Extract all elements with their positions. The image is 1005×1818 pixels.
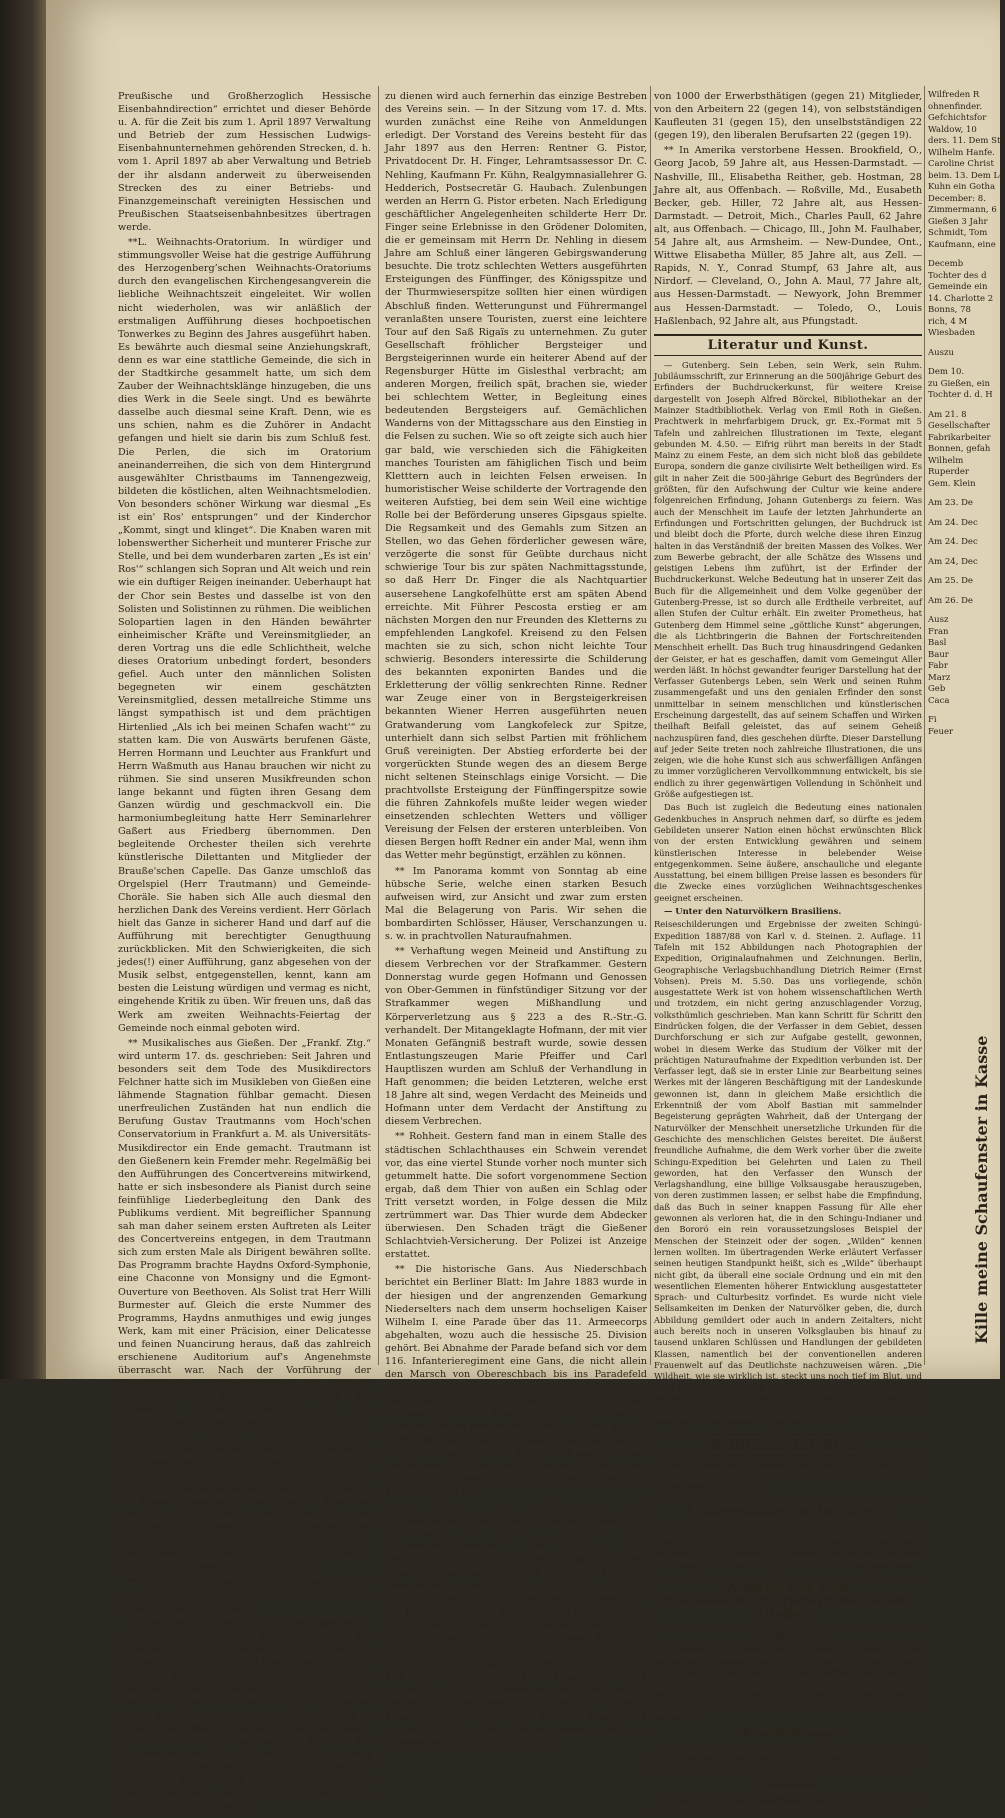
edge-text-line: December: 8. <box>928 193 986 204</box>
edge-text-line: Tochter d. d. H <box>928 390 993 400</box>
edge-text-line: 14. Charlotte 2 <box>928 293 994 304</box>
edge-text-line: Gemeinde ein <box>928 282 988 292</box>
column-rule <box>924 86 925 1365</box>
edge-text-line: Tochter des d <box>928 270 987 281</box>
column-rule <box>650 86 651 1365</box>
article-rohheit: ** Rohheit. Gestern fand man in einem Stalle des städtischen Schlachthauses ein Schwein verendet vor, das eine viertel Stunde vorher noch munter sich getummelt hatte. Die sofort vorgenommene Section ergab, daß dem Thier von außen ein Schlag oder Tritt versetzt worden, in Folge dessen die Milz zertrümmert war. Das Thier wurde dem Abdecker überwiesen. Den Schaden trägt die Gießener Schlachtvieh-Versicherung. Der Polizei ist Anzeige erstattet. <box>385 1131 647 1261</box>
edge-gap <box>928 402 1000 410</box>
edge-text-line: Caroline Christ <box>928 159 994 169</box>
article-paragraph: Preußische und Großherzoglich Hessische Eisenbahndirection“ errichtet und dieser Behörde u. A. für die Zeit bis zum 1. April 1897 Verwaltung und Betrieb der zum Hessischen Ludwigs-Eisenbahnunternehmen gehörenden Strecken, d. h. vom 1. April 1897 ab aber Verwaltung und Betrieb der ihr alsdann anderweit zu überweisenden Strecken des zu einer Betriebs- und Finanzgemeinschaft vereinigten Hessischen und Preußischen Staatseisenbahnbesitzes übertragen werde. <box>118 91 371 233</box>
edge-text-line: Am 26. De <box>928 595 973 606</box>
edge-gap <box>928 549 1000 557</box>
column-3 <box>654 90 922 1817</box>
article-gutenberg-cont: Das Buch ist zugleich die Bedeutung eines nationalen Gedenkbuches in Anspruch nehmen darf, so dürfte es jedem Gebildeten unserer Nation einen höchst erwünschten Blick von der ersten Entwicklung gewähren und seinem künstlerischen Interesse in belebender Weise entgegenkommen. Seine äußere, anschauliche und elegante Ausstattung, bei einem billigen Preise lassen es besonders für die Zwecke eines vorzüglichen Weihnachtsgeschenkes geeignet erscheinen. <box>654 802 922 903</box>
article-panorama: ** Im Panorama kommt von Sonntag ab eine hübsche Serie, welche einen starken Besuch aufweisen wird, zur Ansicht und zwar zum ersten Mal die Belagerung von Paris. Wir sehen die bombardirten Schlösser, Häuser, Verschanzungen u. s. w. in prachtvollen Naturaufnahmen. <box>385 865 647 942</box>
section-heading-literatur: Literatur und Kunst. <box>654 334 922 356</box>
edge-text-line: Dem 10. <box>928 367 965 377</box>
edge-text-line: Wiesbaden <box>928 328 976 338</box>
edge-text-line: Marz <box>928 672 951 683</box>
edge-text-line: zu Gießen, ein <box>928 378 991 389</box>
register-geborene: December: 9. Dem Tabakarbeiter Martin Müller ein Sohn. 9. Dem Lackirer Phil'pp Horn eine Tochter. 9. Dem Stations- <box>654 1795 922 1817</box>
article-naturvoelker-heading: — Unter den Naturvölkern Brasiliens. <box>664 906 842 917</box>
edge-gap <box>928 359 1000 367</box>
edge-text-line: beim. 13. Dem Lo <box>928 170 1005 181</box>
edge-text-line: Wilfreden R <box>928 90 980 100</box>
article-eis-concert: ** Eis-Concert. Das für morgen in Aussicht genommene Militärconcert findet der ungünstigen Witterung halber nicht statt. <box>118 1576 371 1614</box>
edge-gap <box>928 568 1000 576</box>
subheading-geborene: Geborene. <box>757 1780 819 1793</box>
section-heading-universitaet: Universitäts-Nachrichten. <box>654 1500 922 1522</box>
edge-text-line: Bonns, 78 <box>928 305 971 315</box>
edge-text-line: Gesellschafter <box>928 421 990 431</box>
edge-text-line: Fabr <box>928 661 948 671</box>
article-genossenschaftswesen: ** Ueber die Fortschritte des Genossenschaftswesens in Deutschland stellt Dr. Hirschberg in den „Blättern für Genossenschaftswesen“ auf Grund der Berufszählung von 1895 Untersuchungen an. Dabei kommt er zu dem Ergebniß, daß auf 100 000 Erwerbsfähige im Deutschen Reiche jetzt 62 Mitglieder von Creditvereinen entfallen, gegen 37 vor 13 Jahren (zur Zeit der damaligen Berufszählung) und daß die Mitglieder der Consumvereine jetzt 22 auf 1000 Erwerbsthätige beträgt, gegen 11 vor 13 Jahren. Von 1000 selbstständigen Landwirthen gehören etwa 300 den Vorschußvereinen an, gegen 154 vor 13 Jahren, von 1000 Handwerkern 131 (gegen 74), von 1000 selbstständigen Kaufleuten 141 (gegen 90) und von 1000 Aerzten, Lehrern, Künstlern, Schriftstellern und höheren Beamten 41 (gegen 31). Bei den Consumvereinen sind von Handwerkern und Fabrikanten 30 <box>385 1502 647 1749</box>
article-historische-gans: ** Die historische Gans. Aus Niederschbach berichtet ein Berliner Blatt: Im Jahre 1883 wurde in der hiesigen und der angrenzenden Gemarkung Niederselters nach dem unserm hochseligen Kaiser Wilhelm I. eine Parade über das 11. Armeecorps abgehalten, wozu auch die hessische 25. Division gehört. Bei Abnahme der Parade befand sich vor dem 116. Infanterieregiment eine Gans, die nicht allein den Marsch von Obereschbach bis ins Paradefeld mitmachte, sondern auch den Parademarsch. Diese Gans lebt noch. Die Besitzerin, eine Wittwe Hartmann-Schättler, bradfichtigte sie Weihnachten zu einem Braten herzurichten (die gute Frau scheint noch schneidige Zähne zu haben), aber patriotische Männer haben das Leben des Thieres angekauft und beschlossen, der Gans das Gnadenbrot zu geben zum Andenken an jene Parade vor dem hochseligen Kaiser Wilhelm I. <box>385 1264 647 1498</box>
edge-text-line: Feuer <box>928 726 954 737</box>
edge-gap <box>928 340 1000 348</box>
edge-text-line: Gem. Klein <box>928 478 976 489</box>
article-schiffsnachrichten: Der Postdampfer „Friesland“ der „Red Star Line“ ist in Antwerpen ist laut Telegramm am 16. December wohlbehalten in New-Pork angekommen. <box>654 1459 922 1493</box>
edge-text-line: Kuhn ein Gotha <box>928 182 996 192</box>
article-gutenberg: — Gutenberg. Sein Leben, sein Werk, sein Ruhm. Jubiläumsschrift, zur Erinnerung an die 500jährige Geburt des Erfinders der Buchdruckerkunst, für weitere Kreise dargestellt von Joseph Alfred Börckel, Bibliothekar an der Mainzer Stadtbibliothek. Verlag von Emil Roth in Gießen. Prachtwerk in mehrfarbigem Druck, gr. Ex.-Format mit 5 Tafeln und zahlreichen Illustrationen im Texte, elegant gebunden M. 4.50. — Eifrig rührt man bereits in der Stadt Mainz zu einem Feste, an dem sich nicht bloß das gebildete Europa, sondern die ganze civilisirte Welt betheiligen wird. Es gilt in naher Zeit die 500-jährige Geburt des Begründers der größten, für den Aufschwung der Cultur wie keine andere folgenreichen Erfindung, Johann Gutenbergs zu feiern. Was auch der Menschheit im Laufe der letzten Jahrhunderte an Erfindungen und Fortschritten gelungen, der Buchdruck ist und bleibt doch die Pforte, durch welche diese ihren Einzug halten in das Verständniß der breiten Massen des Volkes. Wer zum Bewerbe gebracht, der alle Schätze des Wissens und geistigen Lebens ihm zuführt, ist der Erfinder der Buchdruckerkunst. Welche Bedeutung hat in unserer Zeit das Buch für die Allgemeinheit und dem Volke gegenüber der Gutenberg-Presse, ist so durch alle Erdtheile verbreitet, auf allen Stufen der Cultur erhält. Ein zweiter Prometheus, hat Gutenberg dem Himmel seine „göttliche Kunst“ abgerungen, die als Lichtbringerin die Bahnen der Fortschreitenden Menschheit erhellt. Das Buch trug hinausdringend Gedanken der Geister, er hat es geschaffen, damit vom Gemeingut Aller werden läßt. In höchst gewandter feuriger Darstellung hat der Verfasser Gutenbergs Leben, sein Werk und seinen Ruhm zusammengefaßt und uns den genialen Erfinder den sonst unmittelbar in seinem menschlichen und künstlerischen Erscheinung dargestellt, das auf seinem Schaffen und Wirken theilhaft Beifall geleistet, das auf seinem Geheiß nachzuspüren fand, dies geschehen dürfte. Dieser Darstellung auf jeder Seite treten noch zahlreiche Illustrationen, die uns zeigen, wie die hohe Kunst sich aus schwerfälligen Anfängen zu immer vorzüglicheren Vervollkommnung entwickelt, bis sie endlich zu ihrer gegenwärtigen Vollendung in Schönheit und Größe aufgestiegen ist. <box>654 359 922 800</box>
register-aufgebote: December: 14. Heinrich Kühl, Hoteliez zu Karlsruhe, mit Katharine Franziska Hall zu München. 16. Karl Albert, Taglöhner zu Gießen, mit Elisabetha Hermann hierselbst. 16. Albert Rupp, Zuschneider dahier, mit Emma Marie Lisa Waither zu Brückenheide. 18. Wilhelm Friedrich Moritz Sewening, Arbeiter dahier, mit Susanne Schlesinger hierselbst. <box>654 1644 922 1723</box>
edge-text-line: Ausz <box>928 615 949 625</box>
edge-text-line: Gießen 3 Jahr <box>928 216 988 227</box>
article-paragraph: zu dienen wird auch fernerhin das einzige Bestreben des Vereins sein. — In der Sitzung vom 17. d. Mts. wurden zunächst eine Reihe von Anmeldungen erledigt. Der Vorstand des Vereins besteht für das Jahr 1897 aus den Herren: Rentner G. Pistor, Privatdocent Dr. H. Finger, Lehramtsassessor Dr. C. Nehling, Kaufmann Fr. Kühn, Realgymnasiallehrer G. Hedderich, Postsecretär G. Haubach. Zulenbungen werden an Herrn G. Pistor erbeten. Nach Erledigung geschäftlicher Angelegenheiten schilderte Herr Dr. Finger seine Erlebnisse in den Grödener Dolomiten, die er gemeinsam mit Herrn Dr. Nehling in diesem Jahre am Schluß einer längeren Gebirgswanderung besuchte. Die trotz schlechten Wetters ausgeführten Ersteigungen des Fünffinger, des Königsspitze und der Thurmwieserspitze sollten hier einen würdigen Abschluß finden. Wetterungunst und Führermangel veranlaßten unsere Touristen, zuerst eine leichtere Tour auf den Saß Rigaïs zu unternehmen. Zu guter Gesellschaft fröhlicher Bergsteiger und Bergsteigerinnen wurde ein heiterer Abend auf der Regensburger Hütte im Gislesthal verbracht; am anderen Morgen, freilich spät, brachen sie, wieder bei schlechtem Wetter, in Begleitung eines bedeutenden Bergsteigers auf. Gemächlichen Wanderns von der Mittagsschare aus den Einstieg in die Felsen zu suchen. Wie so oft zeigte sich auch hier gar bald, wie verschieden sich die Fähigkeiten manches Touristen am fähiglichen Tisch und beim Kletttern auch in leichten Felsen erweisen. In humoristischer Weise schilderte der Vortragende den weiteren Aufstieg, bei dem sein Weil eine wichtige Rolle bei der Beförderung unseres Gipsgaus spielte. Die Regsamkeit und des Gemahls zum Sitzen an Stellen, wo das Gehen förderlicher gewesen wäre, verzögerte die sonst für Geübte durchaus nicht schwierige Tour bis zur späten Nachmittagsstunde, so daß Herr Dr. Finger die als Nachtquartier ausersehene Langkofelhütte erst am späten Abend erreichte. Mit Führer Pescosta erstieg er am nächsten Morgen den nur Freunden des Kletterns zu empfehlenden Langkofel. Kreisend zu den Felsen machten sie zu sich, schon nicht leichte Tour schwierig. Besonders interessirte die Schilderung des bekannten exponirten Bandes und die Erkletterung der völlig senkrechten Rinne. Redner war Zeuge einer von in Bergsteigerkreisen bekannten Wiener Herren ausgeführten neuen Gratwanderung vom Langkofeleck zur Spitze, unterhielt dann sich selbst Partien mit fröhlichem Gruß vereinigten. Der Abstieg erforderte bei der vorgerückten Stunde wegen des an diesem Berge nicht seltenen Steinschlags einige Vorsicht. — Die prachtvollste Ersteigung der Fünffingerspitze sowie die führen Zahnkofels mußte leider wegen wieder einsetzenden schlechten Wetters und völliger Vereisung der Felsen der ersteren unterbleiben. Von diesen Bergen hofft Redner ein ander Mal, wenn ihm das Wetter mehr begünstigt, erzählen zu können. <box>385 91 647 862</box>
vertical-advertisement-text: Kille meine Schaufenster in Kasse <box>972 1035 991 1345</box>
column-1 <box>118 90 371 1813</box>
edge-text-line: Caca <box>928 695 950 706</box>
edge-text-line: Geb <box>928 684 946 694</box>
edge-gap <box>928 251 1000 259</box>
edge-text-line: Ruperder <box>928 467 969 477</box>
register-eheschliessungen: December: 12. Ludwig Albach, Arbeiter dahier, mit Katharine Wien hierselbst. 17. Gustav Moritz Ludwig Selb, Malermeister zu Greifswald, mit Minna Schmidt hierselbst. <box>654 1742 922 1776</box>
column-rule <box>378 86 379 1365</box>
edge-text-line: Am 24. Dec <box>928 537 978 547</box>
edge-text-line: Wilhelm <box>928 455 964 466</box>
edge-text-line: rich, 4 M <box>928 316 968 327</box>
edge-gap <box>928 707 1000 715</box>
edge-text-line: Decemb <box>928 259 964 269</box>
edge-text-line: Auszu <box>928 347 954 358</box>
edge-text-line: Schmidt, Tom <box>928 228 988 238</box>
edge-text-line: ohnenfinder. <box>928 101 983 112</box>
edge-text-line: Am 23. De <box>928 498 973 508</box>
edge-text-line: Waldow, 10 <box>928 124 977 135</box>
article-naturvoelker: Reiseschilderungen und Ergebnisse der zweiten Schingú-Expedition 1887/88 von Karl v. d. Steinen. 2. Auflage. 11 Tafeln mit 152 Abbildungen nach Photographien der Expedition, Originalaufnahmen und Zeichnungen. Berlin, Geographische Verlagsbuchhandlung Dietrich Reimer (Ernst Vohsen). Preis M. 5.50. Das uns vorliegende, schön ausgestattete Werk ist von hohem wissenschaftlichen Werth und trotzdem, ein nicht gering anzuschlagender Vorzug, volksthümlich geschrieben. Man kann Schritt für Schritt den Eindrücken folgen, die der Verfasser in dem Gebiet, dessen Durchforschung er sich zur Aufgabe gestellt, gewonnen, wobei in diesem Werke das Studium der Völker mit der prächtigen Naturaufnahme der Expedition verbunden ist. Der Verfasser legt, daß sie in erster Linie zur Bearbeitung seines Werkes mit der längeren Beschäftigung mit der Landeskunde gewonnen ist, dann in gleichem Maße ersichtlich die Erkenntniß der vom Abolf Bastian mit sammelnder Begeisterung geprägten Wahrheit, daß der Untergang der Naturvölker der Menschheit unersetzliche Urkunden für die Geschichte des menschlichen Geistes bereitet. Die äußerst freundliche Aufnahme, die dem Werk vorher über die zweite Schingu-Expedition bei Gelehrten und Laien zu Theil geworden, hat den Verfasser den Wunsch der Verlagshandlung, eine billige Volksausgabe herauszugeben, von deren zustimmen lassen; er selbst habe die Empfindung, daß das Buch in seiner knappen Fassung für Alle eher gewonnen als verloren hat, die in den Schingu-Indianer und den Bororó ein rein voraussetzungsloses Beispiel der Menschen der Steinzeit oder der sogen. „Wilden“ kennen lernen wollten. Im übertragenden Werke erläutert Verfasser seinen heutigen Standpunkt heißt, sich es „Wilde“ überhaupt nicht gibt, da überall eine sociale Ordnung und ein mit den wesentlichen Elementen höherer Entwicklung ausgestatteter Sprach- und Culturbesitz vorfindet. Es wurde nicht viele Sellsamkeiten im Denken der Naturvölker geben, die, durch Abbildung gemildert oder auch in andern Zeitalters, nicht auch bereits noch in unseren Volksglauben bis hinauf zu tausend unklaren Schlüssen und Handlungen der gebildeten Klassen, namentlich bei der conventionellen anderen Frauenwelt auf das Deutlichste nachzuweisen wären. „Die Wildheit, wie sie wirklich ist, steckt uns noch tief im Blut, und doch ist eine immer noch seltsame Seite, die der Verfasser in diesem höchst spannenden Buche hier gewinnt, daß ein Einblick in ihr Kulturleben, wenn nicht höher, die unsrige viel niedriger, als sie gemeinhin gedacht wird.“ <box>654 919 922 1427</box>
article-universitaet: Marburg, 18. December. Gestern ist hier der berühmte Geschichtsforscher Rauch im Alter von 58 Jahren gestorben. München, 18. December. Der frühere Professor der Anatomie in Erlangen Dr. v. Gerlach ist gestern in München gestorben. <box>654 1525 922 1570</box>
article-paragraph: von 1000 der Erwerbsthätigen (gegen 21) Mitglieder, von den Arbeitern 22 (gegen 14), von selbstständigen Kaufleuten 31 (gegen 15), den unselbstständigen 22 (gegen 19), den liberalen Berufsarten 22 (gegen 19). <box>654 91 922 142</box>
edge-text-line: Bonnen, gefah <box>928 444 991 454</box>
left-page-margin <box>0 0 46 1379</box>
edge-gap <box>928 588 1000 596</box>
edge-text-line: Am 25. De <box>928 576 973 586</box>
article-alpenverein: ** Deutscher und Oesterreichischer Alpenverein. Mit dem December d. J. tritt die Section Gießen des Deutschen und Oesterreichischen Alpenvereins in das zweite Decennium ihres Bestehens ein. Daß es den acht Herren, die vor einem Jahrzehnt zur Begründung einer selbstständigen Section Gießen zusammentraten, trotz mancher Schwierigkeiten gelang dem Verein, in unserer verhältnißmäßig so kleinen Stadt, festen Bestand zu geben, lag daran, daß sie, völlig selbstlos, nur die Zwecke des Alpenvereins vor Augen hatten: Die Begeisterung für die Natur, besonders die der Hochgebirgsnatur zu wecken, die Kenntniß der Alpen zu verbreiten und zu vertiefen, die Bereisung derselben zu erleichtern. Diesen Zwecken <box>118 1617 371 1813</box>
section-heading-schiffsnachrichten: Schiffsnachrichten. <box>654 1434 922 1456</box>
edge-text-line: Gefchichtsfor <box>928 113 987 123</box>
column-2 <box>385 90 647 1749</box>
article-amerika-verstorbene: ** In Amerika verstorbene Hessen. Brookfield, O., Georg Jacob, 59 Jahre alt, aus Hessen-Darmstadt. — Nashville, Ill., Elisabetha Reither, geb. Hostman, 28 Jahre alt, aus Offenbach. — Roßville, Md., Eusabeth Becker, geb. Hiller, 72 Jahre alt, aus Hessen-Darmstadt. — Detroit, Mich., Charles Paull, 62 Jahre alt, aus Offenbach. — Chicago, Ill., John M. Faulhaber, 54 Jahre alt, aus Armsheim. — New-Dundee, Ont., Wittwe Elisabetha Müller, 85 Jahre alt, aus Zell. — Rapids, N. Y., Conrad Stumpf, 63 Jahre alt, aus Nirdorf. — Cleveland, O., John A. Maul, 77 Jahre alt, aus Hessen-Darmstadt. — Newyork, John Bremmer aus Hessen-Darmstadt. — Toledo, O., Louis Haßlenbach, 92 Jahre alt, aus Pfungstadt. <box>654 145 922 327</box>
edge-text-line: Am 24, Dec <box>928 556 978 567</box>
article-weihnachts-oratorium: **L. Weihnachts-Oratorium. In würdiger und stimmungsvoller Weise hat die gestrige Aufführung des Herzogenberg’schen Weihnachts-Oratoriums durch den evangelischen Kirchengesangverein die liebliche Weihnachtszeit eingeleitet. Wir wollen nicht wiederholen, was wir anläßlich der erstmaligen Aufführung dieses hochpoetischen Tonwerkes zu Beginn des Jahres ausgeführt haben. Es bewährte auch diesmal seine Anziehungskraft, denn es war eine stattliche Gemeinde, die sich in der Stadtkirche gesammelt hatte, um sich dem Zauber der Weihnachtsklänge hinzugeben, die uns dies Werk in die Seele singt. Und es bewährte dasselbe auch diesmal seine Kraft. Denn, wie es uns schien, nahm es die Zuhörer in Andacht gefangen und hielt sie darin bis zum Schluß fest. Die Perlen, die sich im Oratorium aneinanderreihen, die sich von dem Hintergrund ausgewählter Christbaums im Tannengezweig, bildeten die köstlichen, alten Weihnachtsmelodien. Von besonders schöner Wirkung war diesmal „Es ist ein' Ros' entsprungen“ und der Kinderchor „Kommt, singt und klinget“. Die Knaben waren mit lobenswerther Sicherheit und munterer Frische zur Stelle, und bei dem wunderbaren zarten „Es ist ein' Ros'“ schlangen sich Sopran und Alt weich und rein wie ein duftiger Reigen ineinander. Ueberhaupt hat der Chor sein Bestes und dasselbe ist von den Solisten und Solistinnen zu rühmen. Die weiblichen Solopartien lagen in den Händen bewährter einheimischer Kräfte und Vereinsmitglieder, an deren Vortrag uns die edle Schlichtheit, welche dieses Oratorium unbedingt fordert, besonders gefiel. Auch unter den männlichen Solisten begegneten wir einem geschätzten Vereinsmitglied, dessen metallreiche Stimme uns längst sympathisch ist und dem prächtigen Hirtenlied „Als ich bei meinen Schafen wacht'“ zu statten kam. Die von Auswärts berufenen Gäste, Herren Hormann und Leuchter aus Frankfurt und Herrn Waßmuth aus Hanau brauchen wir nicht zu rühmen. Sie sind unseren Musikfreunden schon lange bekannt und fügten ihren Gesang dem Ganzen würdig und geschmackvoll ein. Die harmoniumbegleitung hatte Herr Seminarlehrer Gaßert aus Friedberg übernommen. Den begleitende Orchester theilen sich verehrte künstlerische Dilettanten und Mitglieder der Brauße'schen Capelle. Das Ganze umschloß das Orgelspiel (Herr Trautmann) und Gemeinde-Choräle. Sie haben sich Alle auch diesmal den herzlichen Dank des Vereins verdient. Herr Görlach hielt das Ganze in sicherer Hand und darf auf die Aufführung mit berechtigter Genugthuung zurückblicken. Mit den Schwierigkeiten, die sich jedes(!) einer Aufführung, ganz abgesehen von der Musik selbst, entgegenstellen, kennt, kann am besten die Leistung würdigen und vermag es nicht, eingehende Kritik zu üben. Wir freuen uns, daß das Werk am zweiten Weihnachts-Feiertag der Gemeinde noch einmal geboten wird. <box>118 237 371 1034</box>
edge-text-line: Baur <box>928 649 949 660</box>
edge-gap <box>928 510 1000 518</box>
edge-text-line: Kaufmann, eine <box>928 239 996 250</box>
subheading-eheschliessungen: Eheschließungen. <box>735 1727 841 1740</box>
edge-gap <box>928 529 1000 537</box>
edge-text-line: Fabrikarbeiter <box>928 432 991 443</box>
section-heading-standesamt: Auszug aus den Standesamtsregistern der Stadt Gießen. <box>654 1577 922 1625</box>
edge-text-line: Fran <box>928 626 949 637</box>
subheading-aufgebote: Aufgebote. <box>756 1629 820 1642</box>
edge-text-line: Fi <box>928 715 937 725</box>
edge-gap <box>928 607 1000 615</box>
edge-text-line: Basl <box>928 638 947 648</box>
edge-text-line: Zimmermann, 6 <box>928 205 997 215</box>
edge-text-line: Am 24. Dec <box>928 517 978 528</box>
edge-text-line: Am 21. 8 <box>928 409 967 420</box>
edge-gap <box>928 490 1000 498</box>
edge-text-line: Wilhelm Hanfe. <box>928 147 995 158</box>
article-musikalisches: ** Musikalisches aus Gießen. Der „Frankf. Ztg.“ wird unterm 17. ds. geschrieben: Seit Jahren und besonders seit dem Tode des Musikdirectors Felchner hatte sich im Musikleben von Gießen eine lähmende Stagnation fühlbar gemacht. Diesen unerfreulichen Zuständen hat nun endlich die Berufung Gustav Trautmanns vom Hoch'schen Conservatorium in Frankfurt a. M. als Universitäts-Musikdirector ein Ende gemacht. Trautmann ist den Gießenern kein Fremder mehr. Regelmäßig bei den Aufführungen des Concertvereins mitwirkend, hatte er sich insbesondere als Pianist durch seine feinfühlige Liederbegleitung den Dank des Publikums verdient. Mit begreiflicher Spannung sah man daher seinem ersten Auftreten als Leiter des Concertvereins entgegen, in dem Trautmann sich zum ersten Male als Dirigent bewähren sollte. Das Programm brachte Haydns Oxford-Symphonie, eine Chaconne von Monsigny und die Egmont-Ouverture von Beethoven. Als Solist trat Herr Willi Burmester auf. Gleich die erste Nummer des Programms, Haydns anmuthiges und ewig junges Werk, kam mit einer Präcision, einer Delicatesse und feinen Nuancirung heraus, daß das zahlreich erschienene Auditorium auf's Angenehmste überrascht war. Nach der Vorführung der Monsigny'schen Composition und der Egmont-Ouverture, ganz besonders aber nach der schwierigen Orchesterbegleitung des von Burmester meisterhaft gespielten Spohr'schen E-moll-Concertes konnte man mit absoluter Sicherheit die hervorragenden Eigenschaften Trautmanns als Dirigent feststellen. Zum ersten Male konnte man beim Streichquartett des Orchesters eine wohlthuende Uebereinstimmung in der Bogenführung wahrnehmen, und die Bläser, an deren Unzulänglichkeit in den letzten Jahren so manches Concert gescheitert war, zeigten eine Correctheit und Decenz, die geradezu frappirten. Das Publikum bereitete dem neuen Universitäts-Musikdirector einen herzlichen Empfang. <box>118 1037 371 1573</box>
edge-text-line: ders. 11. Dem Ste <box>928 136 1005 146</box>
article-verhaftung: ** Verhaftung wegen Meineid und Anstiftung zu diesem Verbrechen vor der Strafkammer. Gestern Donnerstag wurde gegen Hofmann und Genossen von Ober-Gemmen in fünfstündiger Sitzung vor der Strafkammer wegen Mißhandlung und Körperverletzung aus § 223 a des R.-Str.-G. verhandelt. Der Mitangeklagte Hofmann, der mit vier Monaten Gefängniß bestraft wurde, sowie dessen Entlastungszeugen Marie Pfeiffer und Carl Hauptliszen wurden am Schluß der Verhandlung in Haft genommen; die beiden Letzteren, welche erst 18 Jahre alt sind, wegen Verdacht des Meineids und Hofmann unter dem Verdacht der Anstiftung zu diesem Verbrechen. <box>385 946 647 1128</box>
